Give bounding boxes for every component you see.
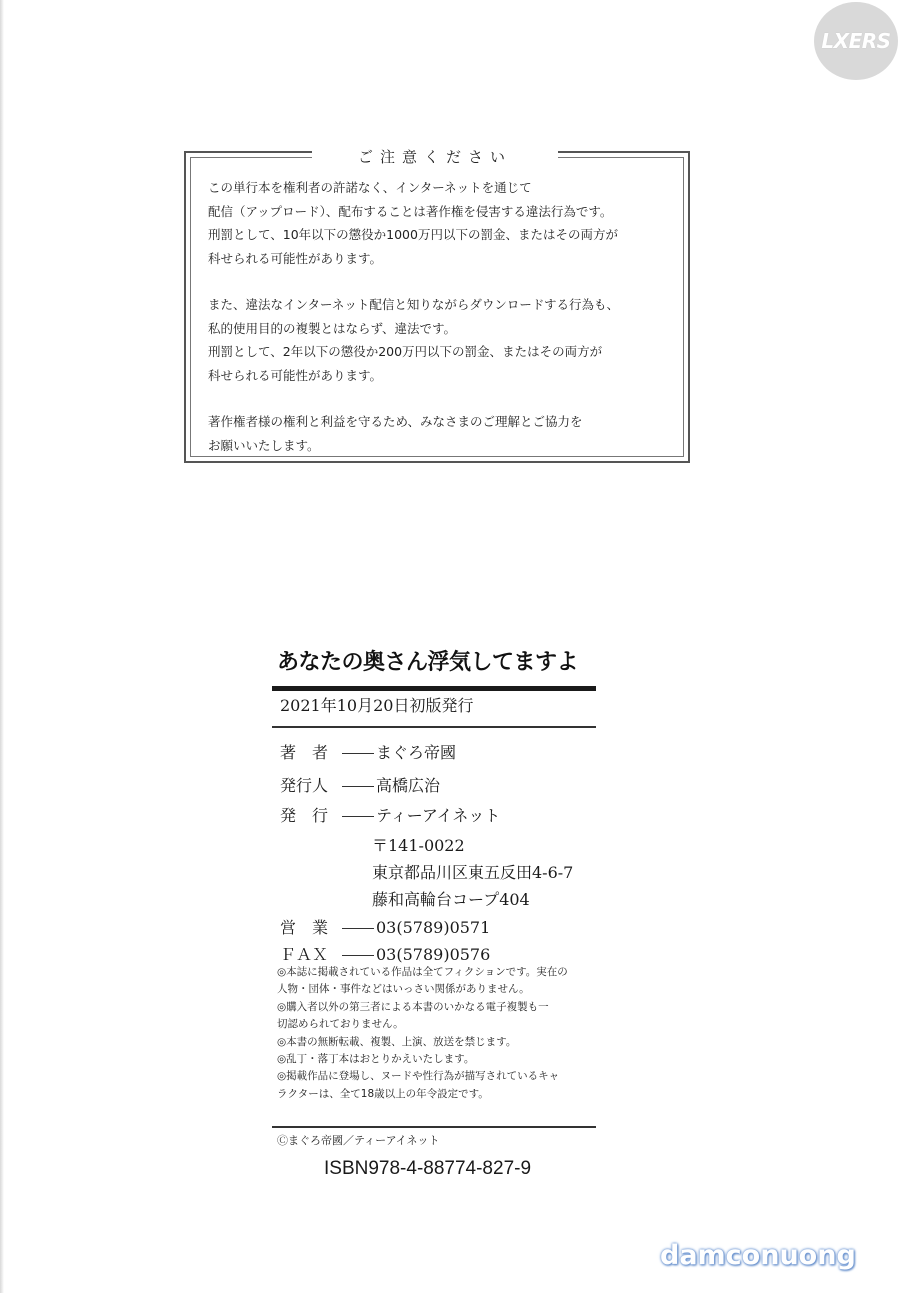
notice-line: 著作権者様の権利と利益を守るため、みなさまのご理解とご協力を [208,414,583,429]
watermark-badge [814,2,898,80]
notice-paragraph-3 [208,410,683,457]
author-name: まぐろ帝國 [376,743,457,762]
notes-rule [272,1126,596,1128]
date-rule [272,726,596,728]
note-line: ◎購入者以外の第三者による本書のいかなる電子複製も一 [277,1000,549,1013]
notice-line: 刑罰として、2年以下の懲役か200万円以下の罰金、またはその両方が [208,344,603,359]
notice-line: また、違法なインターネット配信と知りながらダウンロードする行為も、 [208,297,620,312]
notice-line: 私的使用目的の複製とはならず、違法です。 [208,320,457,336]
publisher-person-label: 発行人 [280,776,329,795]
note-line: ラクターは、全て18歳以上の年令設定です。 [277,1087,489,1100]
notice-line: この単行本を権利者の許諾なく、インターネットを通じて [208,180,532,195]
copyright: Ⓒまぐろ帝國／ティーアイネット [277,1134,440,1147]
note-line: 人物・団体・事件などはいっさい関係がありません。 [277,983,530,996]
fax-label: ＦＡＸ [280,945,329,964]
sales-row [280,918,490,938]
notice-line: 刑罰として、10年以下の懲役か1000万円以下の罰金、またはその両方が [208,227,618,242]
publisher-row [280,806,500,826]
sales-phone: 03(5789)0571 [376,918,491,937]
sales-label: 営 業 [280,918,329,937]
book-title: あなたの奥さん浮気してますよ [277,649,579,675]
publication-date: 2021年10月20日初版発行 [280,696,474,715]
dash-line [342,955,374,956]
fax-row [280,945,490,965]
address-line-2: 藤和高輪台コープ404 [372,890,530,909]
notice-line: 配信（アップロード）、配布することは著作権を侵害する違法行為です。 [208,203,613,219]
page-edge [0,0,4,1293]
postal-code: 〒141-0022 [372,836,465,855]
dash-line [342,753,374,754]
notice-paragraph-2 [208,293,683,387]
notice-line: 科せられる可能性があります。 [208,367,383,383]
legal-notes [277,964,607,1103]
author-row [280,743,456,763]
dash-line [342,816,374,817]
note-line: ◎本書の無断転載、複製、上演、放送を禁じます。 [277,1035,517,1048]
publisher-person-row [280,776,440,796]
publisher-label: 発 行 [280,806,329,825]
notice-body [208,176,683,480]
notice-line: お願いいたします。 [208,437,320,453]
author-label: 著 者 [280,743,329,762]
title-rule [272,686,596,691]
publisher-person-name: 高橋広治 [376,776,441,795]
notice-line: 科せられる可能性があります。 [208,250,383,266]
watermark-text: damconuong [660,1240,856,1271]
publisher-name: ティーアイネット [376,806,501,825]
notice-paragraph-1 [208,176,683,270]
dash-line [342,786,374,787]
notice-title: ご注意ください [312,144,558,170]
isbn: ISBN978-4-88774-827-9 [324,1158,532,1179]
dash-line [342,928,374,929]
watermark-badge-text: LXERS [821,29,891,53]
note-line: ◎掲載作品に登場し、ヌードや性行為が描写されているキャ [277,1070,560,1083]
note-line: ◎本誌に掲載されている作品は全てフィクションです。実在の [277,966,568,978]
fax-number: 03(5789)0576 [376,945,491,964]
address-line-1: 東京都品川区東五反田4-6-7 [372,863,574,882]
note-line: 切認められておりません。 [277,1018,404,1031]
note-line: ◎乱丁・落丁本はおとりかえいたします。 [277,1053,475,1066]
